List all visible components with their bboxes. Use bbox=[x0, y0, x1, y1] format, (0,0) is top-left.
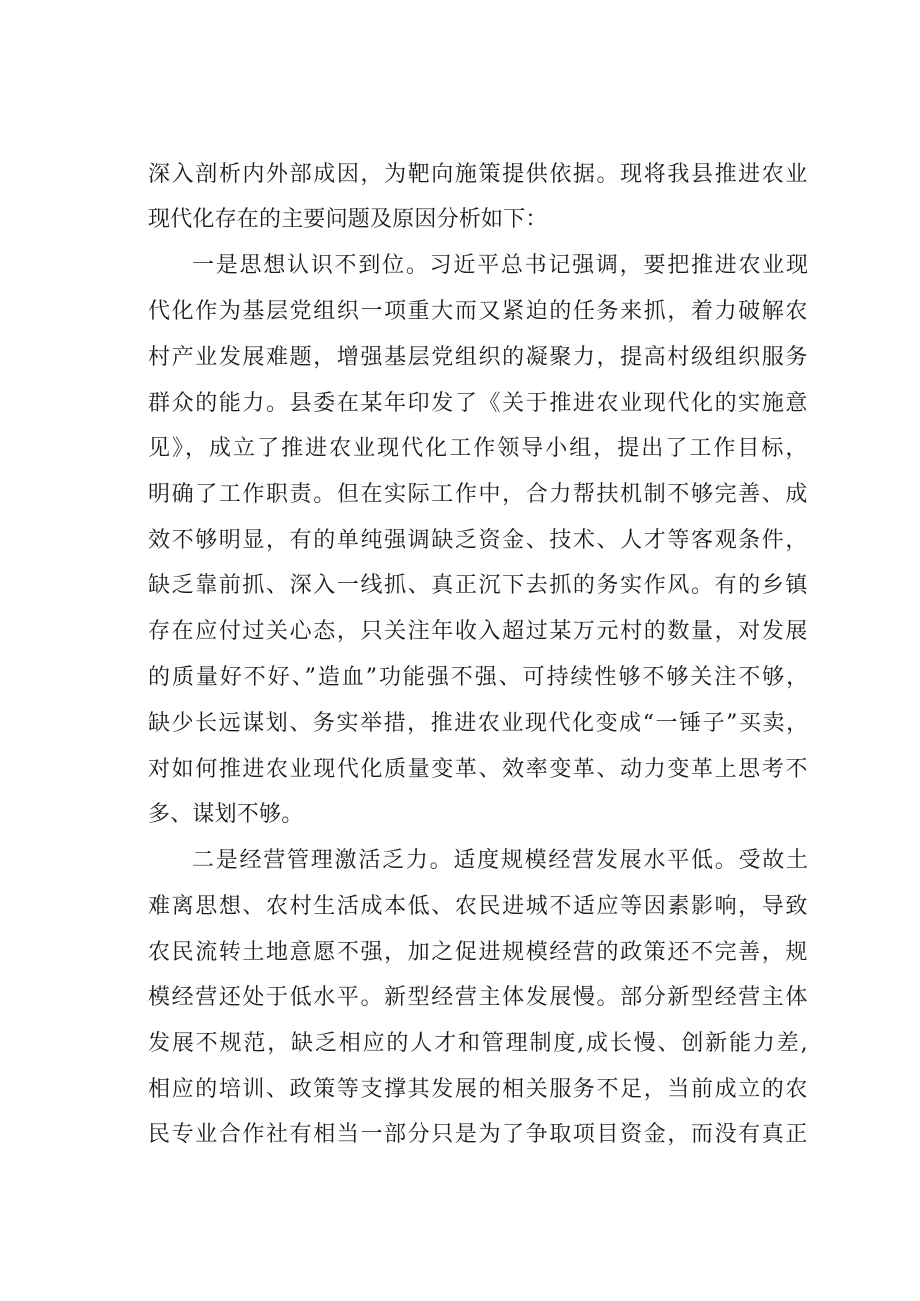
text-line: 农民流转土地意愿不强，加之促进规模经营的政策还不完善，规 bbox=[148, 940, 810, 965]
text-line: 存在应付过关心态，只关注年收入超过某万元村的数量，对发展 bbox=[148, 619, 810, 644]
text-line: 群众的能力。县委在某年印发了《关于推进农业现代化的实施意 bbox=[148, 391, 810, 416]
text-line: 的质量好不好、”造血”功能强不强、可持续性够不够关注不够， bbox=[148, 665, 811, 690]
text-line: 缺少长远谋划、务实举措，推进农业现代化变成“一锤子”买卖， bbox=[148, 711, 810, 736]
text-line: 明确了工作职责。但在实际工作中，合力帮扶机制不够完善、成 bbox=[148, 482, 810, 507]
text-line: 二是经营管理激活乏力。适度规模经营发展水平低。受故土 bbox=[192, 848, 810, 873]
text-line: 深入剖析内外部成因，为靶向施策提供依据。现将我县推进农业 bbox=[148, 162, 810, 187]
text-line: 效不够明显，有的单纯强调缺乏资金、技术、人才等客观条件， bbox=[148, 528, 810, 553]
text-line: 代化作为基层党组织一项重大而又紧迫的任务来抓，着力破解农 bbox=[148, 299, 810, 324]
text-line: 多、谋划不够。 bbox=[148, 802, 304, 827]
text-line: 发展不规范，缺乏相应的人才和管理制度,成长慢、创新能力差, bbox=[148, 1031, 810, 1056]
text-line: 缺乏靠前抓、深入一线抓、真正沉下去抓的务实作风。有的乡镇 bbox=[148, 573, 810, 598]
text-line: 民专业合作社有相当一部分只是为了争取项目资金，而没有真正 bbox=[148, 1122, 810, 1147]
text-line: 村产业发展难题，增强基层党组织的凝聚力，提高村级组织服务 bbox=[148, 345, 810, 370]
text-line: 现代化存在的主要问题及原因分析如下： bbox=[148, 207, 548, 232]
text-line: 相应的培训、政策等支撑其发展的相关服务不足，当前成立的农 bbox=[148, 1077, 810, 1102]
text-line: 对如何推进农业现代化质量变革、效率变革、动力变革上思考不 bbox=[148, 757, 810, 782]
text-line: 难离思想、农村生活成本低、农民进城不适应等因素影响，导致 bbox=[148, 894, 810, 919]
text-line: 见》，成立了推进农业现代化工作领导小组，提出了工作目标， bbox=[148, 436, 810, 461]
text-line: 一是思想认识不到位。习近平总书记强调，要把推进农业现 bbox=[192, 253, 810, 278]
text-line: 模经营还处于低水平。新型经营主体发展慢。部分新型经营主体 bbox=[148, 985, 810, 1010]
